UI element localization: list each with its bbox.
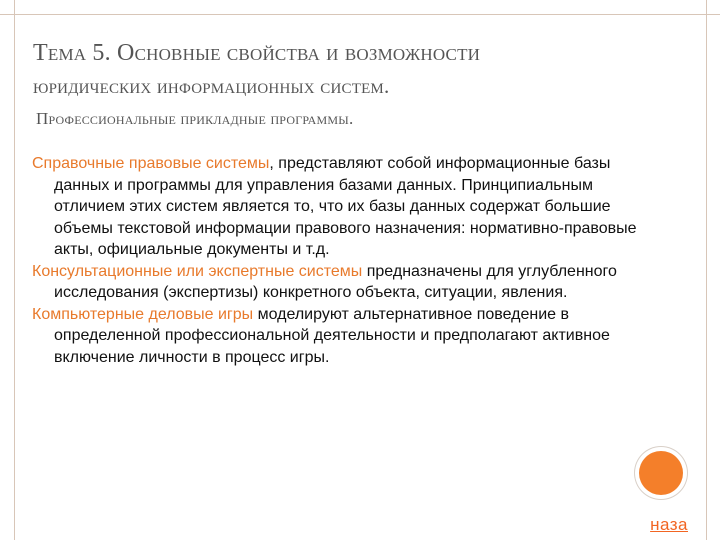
slide-body xyxy=(32,153,664,368)
frame-line-top xyxy=(0,14,720,15)
back-link[interactable]: наза xyxy=(650,515,688,534)
paragraph-text: моделируют альтернативное поведение в определенной профессиональной деятельности и предполагают активное включение личности в процесс игры. xyxy=(54,305,610,366)
slide-title xyxy=(33,38,673,131)
paragraph-text: предназначены для углубленного исследования (экспертизы) конкретного объекта, ситуации, явления. xyxy=(54,262,617,301)
decorative-orange-circle xyxy=(639,451,683,495)
title-line-3: Профессиональные прикладные программы. xyxy=(36,109,354,128)
frame-line-right xyxy=(706,0,707,540)
paragraph-legal-reference-systems xyxy=(32,153,664,261)
term-highlight: Консультационные или экспертные системы xyxy=(32,262,363,280)
title-line-1: Тема 5. Основные свойства и возможности xyxy=(33,40,481,66)
term-highlight: Компьютерные деловые игры xyxy=(32,305,254,323)
frame-line-left xyxy=(14,0,15,540)
paragraph-expert-systems xyxy=(32,261,664,304)
term-highlight: Справочные правовые системы xyxy=(32,155,270,172)
paragraph-text: , представляют собой информационные базы данных и программы для управления базами данных. Принципиальным отличием этих систем является то, что их базы данных содержат большие объемы текстовой информации правового назначения: нормативно-правовые акты, официальные документы и т.д. xyxy=(54,155,637,258)
title-line-2: юридических информационных систем. xyxy=(33,74,390,98)
paragraph-business-games xyxy=(32,304,664,369)
